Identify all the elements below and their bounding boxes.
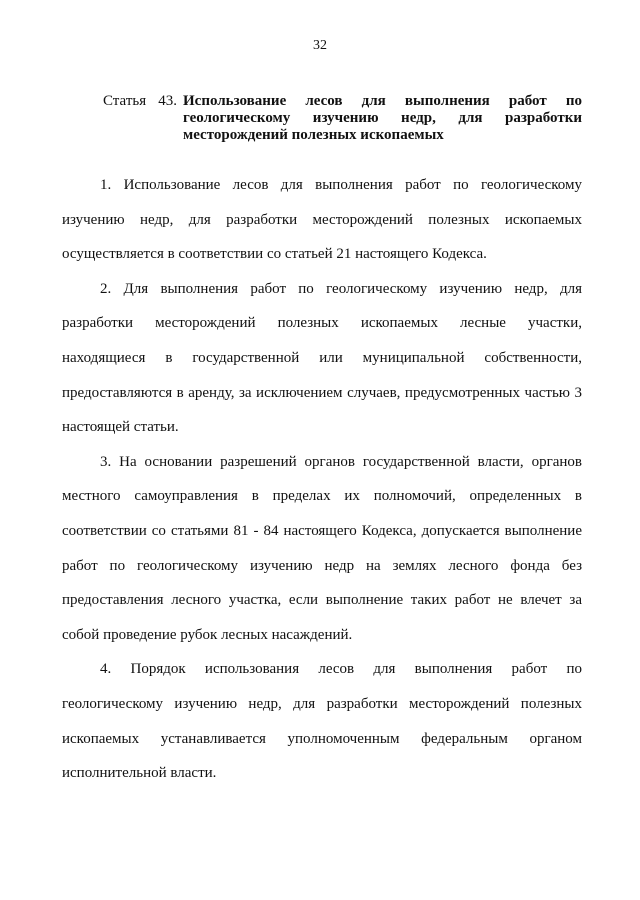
article-label-word: Статья [103, 93, 147, 109]
paragraph-line: осуществляется в соответствии со статьей 21 настоящего Кодекса. [62, 246, 487, 263]
article-title-line: геологическому изучению недр, для разработки [183, 110, 582, 126]
article-body [62, 168, 582, 791]
paragraph-line: соответствии со статьями 81 - 84 настоящего Кодекса, допускается выполнение [62, 522, 582, 539]
page-number: 32 [313, 38, 327, 53]
article-heading [103, 93, 582, 144]
article-title-line: месторождений полезных ископаемых [183, 127, 444, 143]
paragraph-line: находящиеся в государственной или муниципальной собственности, [62, 349, 582, 366]
paragraph-line: исполнительной власти. [62, 765, 217, 782]
paragraph-line: предоставления лесного участка, если выполнение таких работ не влечет за [62, 592, 582, 609]
article-title [183, 93, 582, 144]
paragraph-line: 1. Использование лесов для выполнения работ по геологическому [100, 177, 582, 193]
paragraph-line: геологическому изучению недр, для разработки месторождений полезных [62, 695, 582, 712]
article-label [103, 93, 183, 144]
paragraph-1 [62, 168, 582, 272]
article-label-number: 43. [158, 93, 177, 109]
paragraph-line: предоставляются в аренду, за исключением случаев, предусмотренных частью 3 [62, 384, 582, 401]
paragraph-line: местного самоуправления в пределах их полномочий, определенных в [62, 488, 582, 505]
paragraph-4 [62, 652, 582, 790]
paragraph-line: работ по геологическому изучению недр на землях лесного фонда без [62, 557, 582, 574]
paragraph-3 [62, 445, 582, 653]
article-title-line: Использование лесов для выполнения работ по [183, 93, 582, 109]
paragraph-line: 2. Для выполнения работ по геологическому изучению недр, для [100, 280, 582, 297]
paragraph-2 [62, 272, 582, 445]
paragraph-line: собой проведение рубок лесных насаждений. [62, 626, 353, 643]
paragraph-line: 4. Порядок использования лесов для выполнения работ по [100, 661, 582, 678]
paragraph-line: разработки месторождений полезных ископаемых лесные участки, [62, 315, 582, 332]
paragraph-line: настоящей статьи. [62, 419, 179, 436]
paragraph-line: 3. На основании разрешений органов государственной власти, органов [100, 453, 582, 470]
paragraph-line: ископаемых устанавливается уполномоченным федеральным органом [62, 730, 582, 747]
paragraph-line: изучению недр, для разработки месторождений полезных ископаемых [62, 211, 582, 228]
